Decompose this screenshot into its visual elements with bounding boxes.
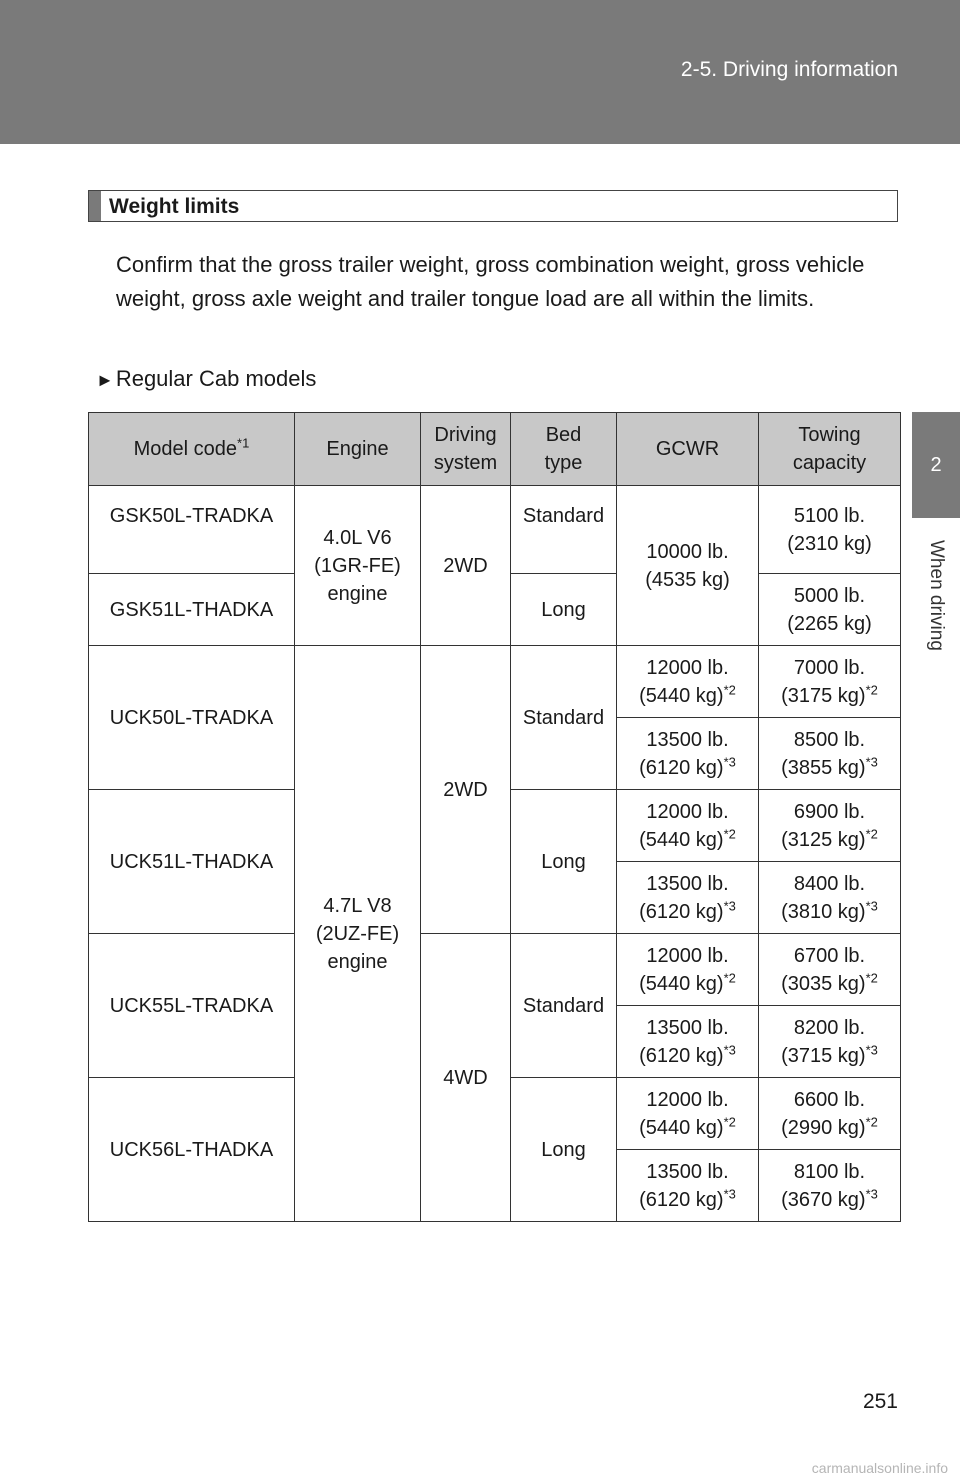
bed-cell: Standard <box>511 646 617 790</box>
bed-cell: Long <box>511 790 617 934</box>
intro-paragraph: Confirm that the gross trailer weight, gross combination weight, gross vehicle weight, gross axle weight and trailer tongue load are all within the limits. <box>116 252 865 311</box>
towing-cell: 6600 lb. (2990 kg)$^{*2}$ <box>759 1078 901 1150</box>
drive-cell: 2WD <box>421 646 511 934</box>
model-code-cell: GSK51L-THADKA <box>89 574 295 646</box>
towing-cell: 8100 lb. (3670 kg)$^{*3}$ <box>759 1150 901 1222</box>
gcwr-cell: 13500 lb. (6120 kg)$^{*3}$ <box>617 862 759 934</box>
table-row <box>89 934 901 1006</box>
model-code-cell: UCK51L-THADKA <box>89 790 295 934</box>
table-header-row <box>89 413 901 486</box>
header-band <box>0 0 960 144</box>
header-gcwr: GCWR <box>617 413 759 486</box>
drive-cell: 4WD <box>421 934 511 1222</box>
section-heading <box>88 190 898 222</box>
towing-cell: 8400 lb. (3810 kg)$^{*3}$ <box>759 862 901 934</box>
gcwr-cell: 12000 lb. (5440 kg)$^{*2}$ <box>617 790 759 862</box>
subheading-text: Regular Cab models <box>115 366 317 391</box>
gcwr-cell: 13500 lb. (6120 kg)$^{*3}$ <box>617 1006 759 1078</box>
header-towing-capacity: Towing capacity <box>759 413 901 486</box>
gcwr-cell: 12000 lb. (5440 kg)$^{*2}$ <box>617 934 759 1006</box>
gcwr-cell: 10000 lb. (4535 kg) <box>617 486 759 646</box>
towing-cell: 8500 lb. (3855 kg)$^{*3}$ <box>759 718 901 790</box>
side-chapter-label: When driving <box>926 539 947 651</box>
table-row <box>89 646 901 718</box>
triangle-arrow-icon: ► <box>96 370 114 390</box>
table-row <box>89 486 901 574</box>
engine-cell: 4.7L V8 (2UZ-FE) engine <box>295 646 421 1222</box>
towing-cell: 7000 lb. (3175 kg)$^{*2}$ <box>759 646 901 718</box>
towing-cell: 8200 lb. (3715 kg)$^{*3}$ <box>759 1006 901 1078</box>
towing-cell: 5000 lb. (2265 kg) <box>759 574 901 646</box>
watermark: carmanualsonline.info <box>811 1460 948 1476</box>
model-code-cell: GSK50L-TRADKA <box>89 486 295 574</box>
header-driving-system: Driving system <box>421 413 511 486</box>
bed-cell: Standard <box>511 934 617 1078</box>
section-heading-text: Weight limits <box>109 195 240 218</box>
towing-cell: 5100 lb. (2310 kg) <box>759 486 901 574</box>
model-code-cell: UCK50L-TRADKA <box>89 646 295 790</box>
gcwr-cell: 13500 lb. (6120 kg)$^{*3}$ <box>617 1150 759 1222</box>
gcwr-cell: 12000 lb. (5440 kg)$^{*2}$ <box>617 1078 759 1150</box>
model-code-cell: UCK55L-TRADKA <box>89 934 295 1078</box>
drive-cell: 2WD <box>421 486 511 646</box>
weight-limits-table <box>88 412 901 1222</box>
engine-cell: 4.0L V6 (1GR-FE) engine <box>295 486 421 646</box>
side-chapter-number: 2 <box>930 453 942 476</box>
header-section-title: 2-5. Driving information <box>680 58 898 81</box>
bed-cell: Long <box>511 1078 617 1222</box>
side-chapter-tab[interactable] <box>912 412 960 518</box>
header-bed-type: Bed type <box>511 413 617 486</box>
gcwr-cell: 13500 lb. (6120 kg)$^{*3}$ <box>617 718 759 790</box>
header-engine: Engine <box>295 413 421 486</box>
subheading <box>96 366 316 392</box>
header-model-code: Model code$^{*1}$ <box>89 413 295 486</box>
heading-bar <box>89 191 101 221</box>
gcwr-cell: 12000 lb. (5440 kg)$^{*2}$ <box>617 646 759 718</box>
model-code-cell: UCK56L-THADKA <box>89 1078 295 1222</box>
page-number: 251 <box>862 1390 898 1413</box>
bed-cell: Standard <box>511 486 617 574</box>
bed-cell: Long <box>511 574 617 646</box>
towing-cell: 6700 lb. (3035 kg)$^{*2}$ <box>759 934 901 1006</box>
towing-cell: 6900 lb. (3125 kg)$^{*2}$ <box>759 790 901 862</box>
